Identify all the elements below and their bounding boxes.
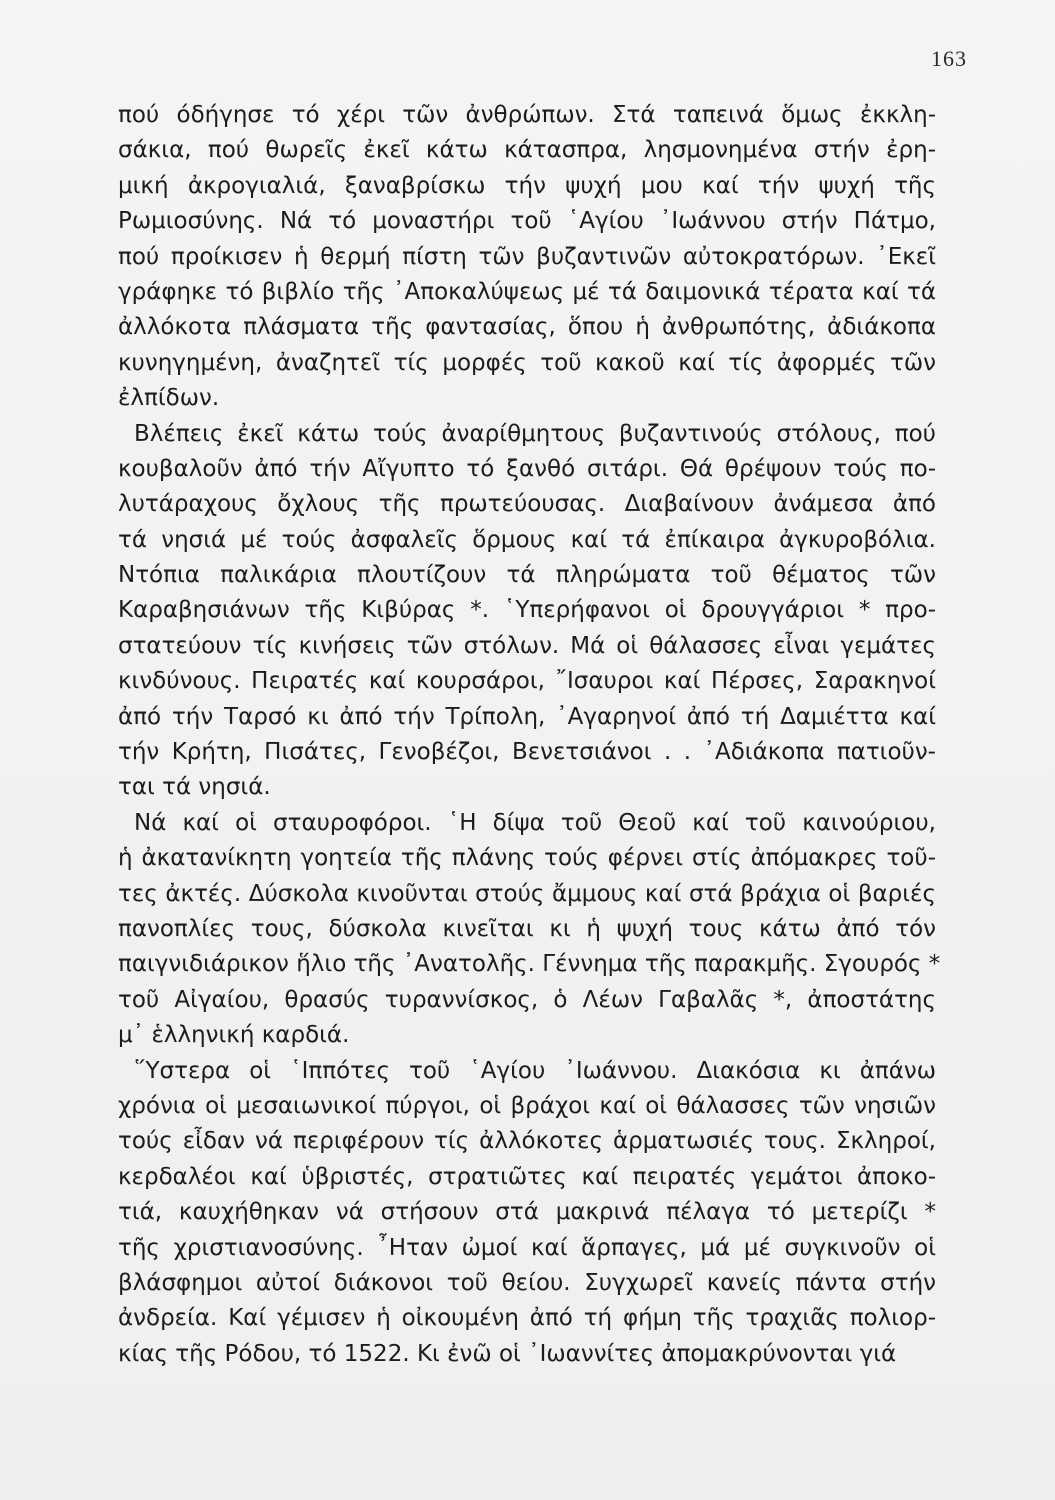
text-line: λυτάραχους ὄχλους τῆς πρωτεύουσας. Διαβαίνουν ἀνάμεσα ἀπό: [118, 491, 936, 518]
paragraph: [118, 806, 941, 1054]
text-line: τῆς χριστιανοσύνης. ῏Ηταν ὠμοί καί ἅρπαγες, μά μέ συγκινοῦν οἱ: [118, 1234, 936, 1261]
text-line: Βλέπεις ἐκεῖ κάτω τούς ἀναρίθμητους βυζαντινούς στόλους, πού: [134, 420, 936, 447]
text-line: τούς εἶδαν νά περιφέρουν τίς ἀλλόκοτες ἁρματωσιές τους. Σκληροί,: [118, 1128, 936, 1155]
text-line: τήν Κρήτη, Πισάτες, Γενοβέζοι, Βενετσιάνοι . . ᾿Αδιάκοπα πατιοῦν-: [118, 739, 936, 766]
text-line: μική ἀκρογιαλιά, ξαναβρίσκω τήν ψυχή μου καί τήν ψυχή τῆς: [118, 172, 936, 199]
text-line: ῞Υστερα οἱ ῾Ιππότες τοῦ ῾Αγίου ᾿Ιωάννου. Διακόσια κι ἀπάνω: [134, 1057, 936, 1084]
text-line: πού όδήγησε τό χέρι τῶν ἀνθρώπων. Στά ταπεινά ὅμως ἐκκλη-: [118, 102, 936, 128]
text-line: κίας τῆς Ρόδου, τό 1522. Κι ἐνῶ οἱ ᾿Ιωαννίτες ἀπομακρύνονται γιά: [118, 1340, 897, 1367]
paragraph: [118, 98, 936, 417]
text-line: κουβαλοῦν ἀπό τήν Αἴγυπτο τό ξανθό σιτάρι. Θά θρέψουν τούς πο-: [118, 455, 936, 482]
text-line: στατεύουν τίς κινήσεις τῶν στόλων. Μά οἱ θάλασσες εἶναι γεμάτες: [118, 632, 936, 659]
text-line: Ντόπια παλικάρια πλουτίζουν τά πληρώματα τοῦ θέματος τῶν: [118, 562, 936, 589]
text-line: τες ἀκτές. Δύσκολα κινοῦνται στούς ἄμμους καί στά βράχια οἱ βαριές: [118, 880, 936, 907]
text-line: ἀνδρεία. Καί γέμισεν ἡ οἰκουμένη ἀπό τή φήμη τῆς τραχιᾶς πολιορ-: [118, 1305, 936, 1332]
text-line: ἐλπίδων.: [118, 385, 220, 412]
body-text: [118, 98, 941, 1372]
text-line: Καραβησιάνων τῆς Κιβύρας *. ῾Υπερήφανοι οἱ δρουγγάριοι * προ-: [118, 597, 936, 624]
page-number: 163: [931, 46, 967, 71]
text-line: ται τά νησιά.: [118, 774, 271, 801]
text-line: πού προίκισεν ἡ θερμή πίστη τῶν βυζαντινῶν αὐτοκρατόρων. ᾿Εκεῖ: [118, 243, 936, 270]
text-line: τιά, καυχήθηκαν νά στήσουν στά μακρινά πέλαγα τό μετερίζι *: [118, 1199, 936, 1226]
text-line: κερδαλέοι καί ὑβριστές, στρατιῶτες καί πειρατές γεμάτοι ἀποκο-: [118, 1163, 936, 1190]
text-line: παιγνιδιάρικον ἥλιο τῆς ᾿Ανατολῆς. Γέννημα τῆς παρακμῆς. Σγουρός *: [118, 951, 941, 978]
text-line: τοῦ Αἰγαίου, θρασύς τυραννίσκος, ὁ Λέων Γαβαλᾶς *, ἀποστάτης: [118, 986, 936, 1013]
text-line: τά νησιά μέ τούς ἀσφαλεῖς ὅρμους καί τά ἐπίκαιρα ἀγκυροβόλια.: [118, 526, 936, 553]
text-line: Νά καί οἱ σταυροφόροι. ῾Η δίψα τοῦ Θεοῦ καί τοῦ καινούριου,: [134, 809, 936, 836]
text-line: ἀλλόκοτα πλάσματα τῆς φαντασίας, ὅπου ἡ ἀνθρωπότης, ἀδιάκοπα: [118, 314, 936, 341]
text-line: γράφηκε τό βιβλίο τῆς ᾿Αποκαλύψεως μέ τά δαιμονικά τέρατα καί τά: [118, 278, 936, 305]
text-line: ἡ ἀκατανίκητη γοητεία τῆς πλάνης τούς φέρνει στίς ἀπόμακρες τοῦ-: [118, 845, 936, 872]
paragraph: [118, 1054, 936, 1373]
paragraph: [118, 417, 936, 806]
text-line: Ρωμιοσύνης. Νά τό μοναστήρι τοῦ ῾Αγίου ᾿Ιωάννου στήν Πάτμο,: [118, 208, 936, 235]
text-line: ἀπό τήν Ταρσό κι ἀπό τήν Τρίπολη, ᾿Αγαρηνοί ἀπό τή Δαμιέττα καί: [118, 703, 936, 730]
text-line: πανοπλίες τους, δύσκολα κινεῖται κι ἡ ψυχή τους κάτω ἀπό τόν: [118, 915, 936, 942]
text-line: μ᾿ ἑλληνική καρδιά.: [118, 1022, 350, 1049]
text-line: χρόνια οἱ μεσαιωνικοί πύργοι, οἱ βράχοι καί οἱ θάλασσες τῶν νησιῶν: [118, 1092, 936, 1119]
text-line: βλάσφημοι αὐτοί διάκονοι τοῦ θείου. Συγχωρεῖ κανείς πάντα στήν: [118, 1269, 936, 1296]
text-line: σάκια, πού θωρεῖς ἐκεῖ κάτω κάτασπρα, λησμονημένα στήν ἐρη-: [118, 137, 936, 164]
text-line: κυνηγημένη, ἀναζητεῖ τίς μορφές τοῦ κακοῦ καί τίς ἀφορμές τῶν: [118, 349, 936, 376]
text-line: κινδύνους. Πειρατές καί κουρσάροι, ῎Ισαυροι καί Πέρσες, Σαρακηνοί: [118, 668, 936, 695]
